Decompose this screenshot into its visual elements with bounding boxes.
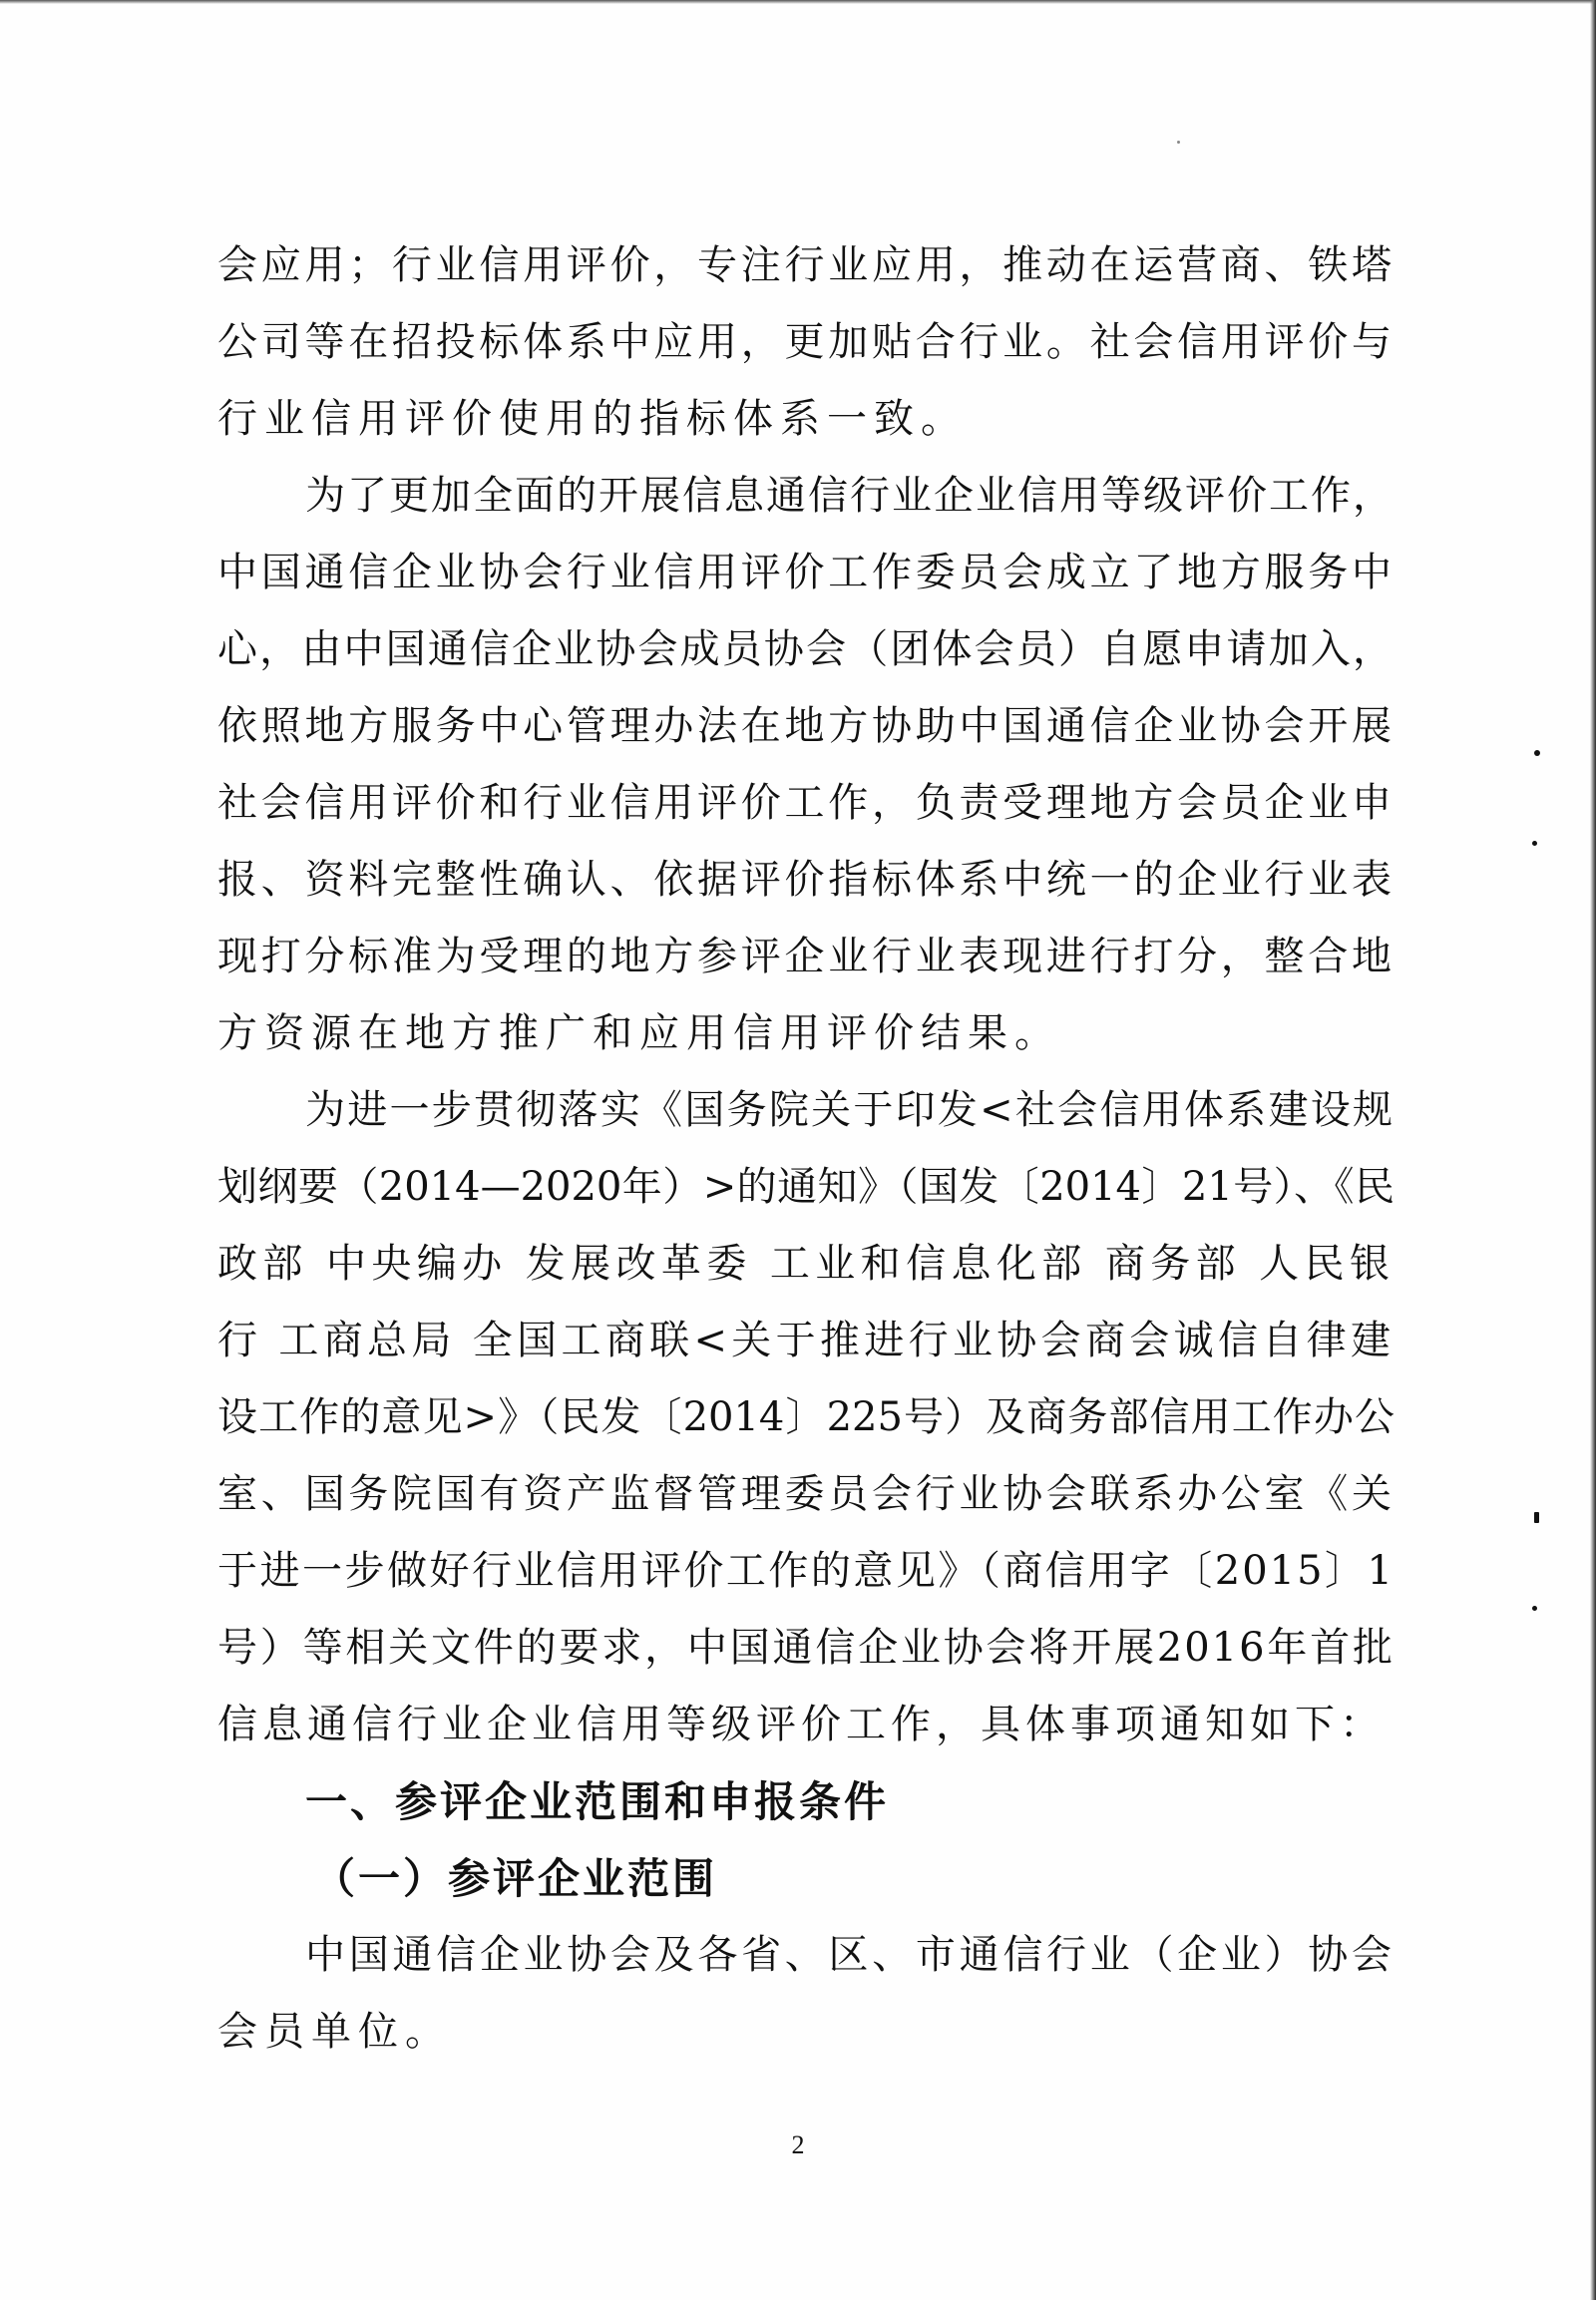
paragraph bbox=[217, 1917, 1395, 2071]
paragraph bbox=[217, 1072, 1395, 1763]
scan-edge-top bbox=[0, 0, 1596, 4]
scan-edge-right bbox=[1590, 0, 1596, 2300]
text-line: 心，由中国通信企业协会成员协会（团体会员）自愿申请加入， bbox=[217, 626, 1395, 672]
scan-speck bbox=[1532, 841, 1537, 846]
paragraph bbox=[217, 458, 1395, 1072]
text-line: 公司等在招投标体系中应用，更加贴合行业。社会信用评价与 bbox=[217, 319, 1395, 365]
scan-speck bbox=[1177, 141, 1180, 144]
paragraph bbox=[217, 227, 1395, 458]
text-line: 方资源在地方推广和应用信用评价结果。 bbox=[217, 1010, 1061, 1056]
text-line: 划纲要（2014—2020年）>的通知》（国发〔2014〕21号）、《民 bbox=[217, 1164, 1395, 1210]
text-line: 信息通信行业企业信用等级评价工作，具体事项通知如下： bbox=[217, 1702, 1385, 1747]
text-line: 号）等相关文件的要求，中国通信企业协会将开展2016年首批 bbox=[217, 1625, 1395, 1671]
text-line: 现打分标准为受理的地方参评企业行业表现进行打分，整合地 bbox=[217, 934, 1395, 979]
scan-speck bbox=[1534, 750, 1540, 756]
text-line: 行业信用评价使用的指标体系一致。 bbox=[217, 396, 968, 442]
text-line: 报、资料完整性确认、依据评价指标体系中统一的企业行业表 bbox=[217, 857, 1395, 903]
text-line: 室、国务院国有资产监督管理委员会行业协会联系办公室《关 bbox=[217, 1471, 1395, 1517]
subsection-heading: （一）参评企业范围 bbox=[313, 1854, 718, 1903]
scan-speck bbox=[1532, 1606, 1537, 1611]
page-number: 2 bbox=[791, 2130, 805, 2159]
text-line: 为进一步贯彻落实《国务院关于印发<社会信用体系建设规 bbox=[305, 1087, 1395, 1133]
scan-speck bbox=[1534, 1512, 1539, 1523]
text-line: 会应用；行业信用评价，专注行业应用，推动在运营商、铁塔 bbox=[217, 242, 1395, 288]
text-line: 社会信用评价和行业信用评价工作，负责受理地方会员企业申 bbox=[217, 780, 1395, 826]
text-line: 为了更加全面的开展信息通信行业企业信用等级评价工作， bbox=[305, 473, 1395, 519]
text-line: 中国通信企业协会及各省、区、市通信行业（企业）协会 bbox=[305, 1932, 1395, 1978]
text-line: 行 工商总局 全国工商联<关于推进行业协会商会诚信自律建 bbox=[217, 1318, 1395, 1363]
document-body bbox=[217, 227, 1395, 2071]
section-heading: 一、参评企业范围和申报条件 bbox=[305, 1777, 890, 1826]
text-line: 中国通信企业协会行业信用评价工作委员会成立了地方服务中 bbox=[217, 550, 1395, 595]
text-line: 设工作的意见>》（民发〔2014〕225号）及商务部信用工作办公 bbox=[217, 1394, 1395, 1440]
text-line: 依照地方服务中心管理办法在地方协助中国通信企业协会开展 bbox=[217, 703, 1395, 749]
text-line: 于进一步做好行业信用评价工作的意见》（商信用字〔2015〕1 bbox=[217, 1548, 1395, 1594]
text-line: 政部 中央编办 发展改革委 工业和信息化部 商务部 人民银 bbox=[217, 1241, 1395, 1287]
text-line: 会员单位。 bbox=[217, 2009, 452, 2055]
